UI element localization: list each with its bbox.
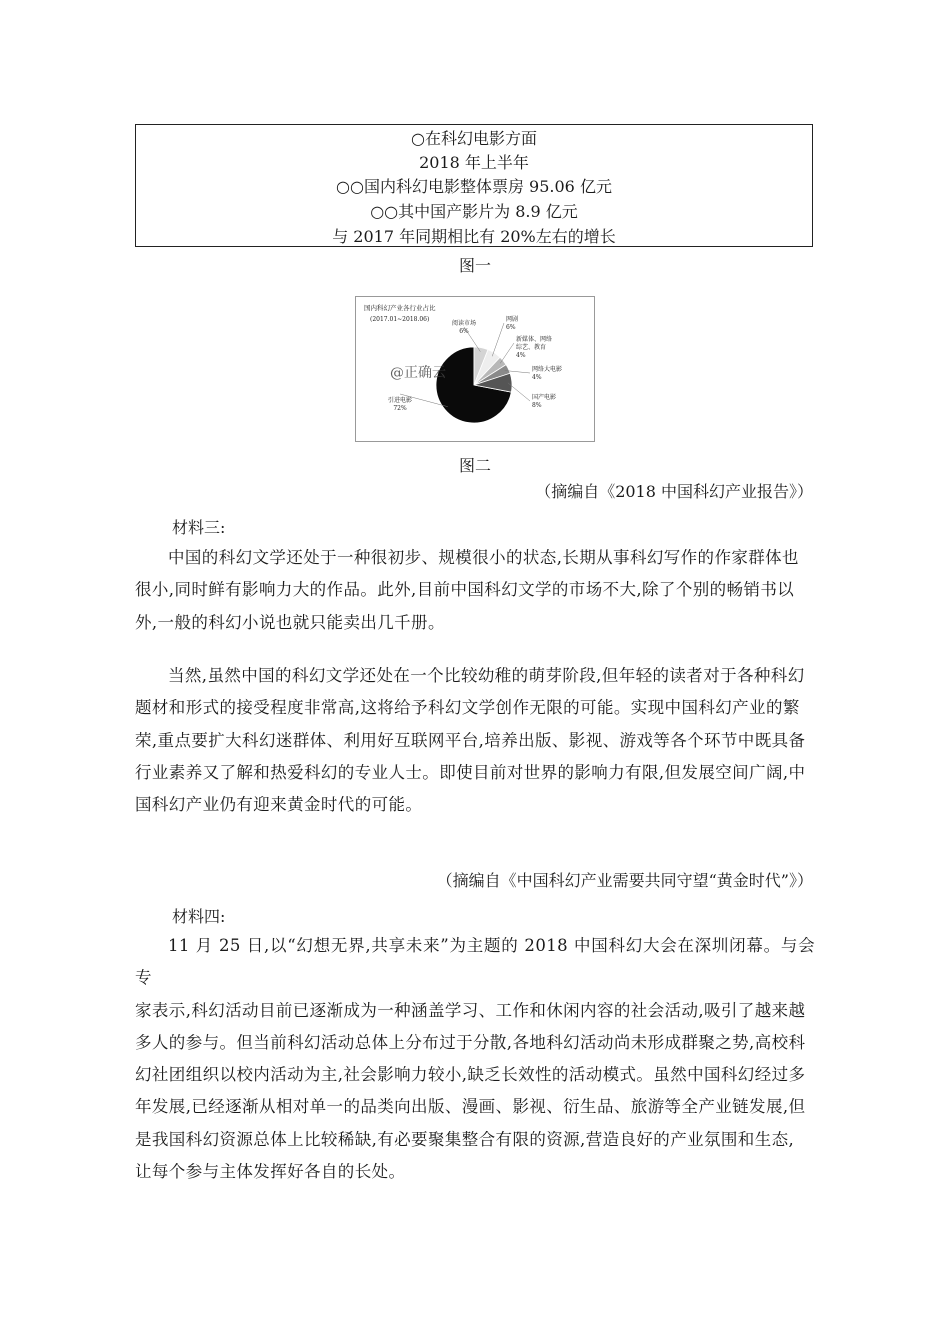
pie-value-label: 4% [516,352,526,359]
figure1-box [135,124,813,247]
pie-category-label: 综艺、教育 [516,344,547,351]
pie-category-label: 网剧 [506,316,519,323]
watermark-text: @正确云 [390,365,446,381]
figure2-pie-chart [355,296,595,442]
text-line: 年发展,已经逐渐从相对单一的品类向出版、漫画、影视、衍生品、旅游等全产业链发展,但 [135,1097,806,1117]
pie-value-label: 72% [393,405,407,412]
pie-value-label: 6% [459,328,469,335]
pie-leader-line [492,323,504,356]
text-line: 行业素养又了解和热爱科幻的专业人士。即使目前对世界的影响力有限,但发展空间广阔,中 [135,762,806,782]
pie-category-label: 新媒体、网络 [516,336,553,343]
pie-category-label: 国产电影 [532,394,557,401]
chart-subtitle: (2017.01~2018.06) [370,316,430,323]
text-line: 当然,虽然中国的科幻文学还处在一个比较幼稚的萌芽阶段,但年轻的读者对于各种科幻 [168,666,805,685]
figure2-source: （摘编自《2018 中国科幻产业报告》） [535,482,813,501]
text-line: 是我国科幻资源总体上比较稀缺,有必要聚集整合有限的资源,营造良好的产业氛围和生态, [135,1129,795,1149]
text-line: 荣,重点要扩大科幻迷群体、利用好互联网平台,培养出版、影视、游戏等各个环节中既具备 [135,730,806,750]
figure2-caption: 图二 [458,456,491,475]
pie-category-label: 网络大电影 [532,366,563,373]
material3-paragraph-2 [135,660,815,821]
text-line: 题材和形式的接受程度非常高,这将给予科幻文学创作无限的可能。实现中国科幻产业的繁 [135,698,800,718]
figure1-line: ○○其中国产影片为 8.9 亿元 [370,202,578,221]
chart-title: 国内科幻产业各行业占比 [364,304,436,312]
figure1-line: ○○国内科幻电影整体票房 95.06 亿元 [336,177,612,196]
pie-value-label: 6% [506,324,516,331]
pie-leader-line [500,343,514,363]
text-line: 让每个参与主体发挥好各自的长处。 [135,1162,406,1182]
figure1-line: ○在科幻电影方面 [411,129,537,148]
material4-heading: 材料四: [172,907,226,926]
text-line: 多人的参与。但当前科幻活动总体上分布过于分散,各地科幻活动尚未形成群聚之势,高校科 [135,1032,806,1052]
pie-value-label: 4% [532,374,542,381]
figure1-caption: 图一 [458,256,491,275]
text-line: 11 月 25 日,以“幻想无界,共享未来”为主题的 2018 中国科幻大会在深圳闭幕。与会专 [135,936,815,988]
figure1-line: 2018 年上半年 [419,153,529,172]
material3-heading: 材料三: [172,518,226,537]
text-line: 很小,同时鲜有影响力大的作品。此外,目前中国科幻文学的市场不大,除了个别的畅销书以 [135,580,795,600]
pie-value-label: 8% [532,402,542,409]
pie-chart-svg [356,297,594,441]
text-line: 国科幻产业仍有迎来黄金时代的可能。 [135,795,423,815]
text-line: 中国的科幻文学还处于一种很初步、规模很小的状态,长期从事科幻写作的作家群体也 [168,548,799,567]
text-line: 外,一般的科幻小说也就只能卖出几千册。 [135,612,445,632]
text-line: 幻社团组织以校内活动为主,社会影响力较小,缺乏长效性的活动模式。虽然中国科幻经过多 [135,1065,806,1085]
material3-source: （摘编自《中国科幻产业需要共同守望“黄金时代”》） [436,871,813,890]
figure1-line: 与 2017 年同期相比有 20%左右的增长 [332,227,616,246]
material4-paragraph-1 [135,930,815,1188]
pie-category-label: 阅读市场 [451,320,477,327]
material3-paragraph-1 [135,542,815,639]
text-line: 家表示,科幻活动目前已逐渐成为一种涵盖学习、工作和休闲内容的社会活动,吸引了越来越 [135,1000,806,1020]
pie-category-label: 引进电影 [387,397,413,404]
